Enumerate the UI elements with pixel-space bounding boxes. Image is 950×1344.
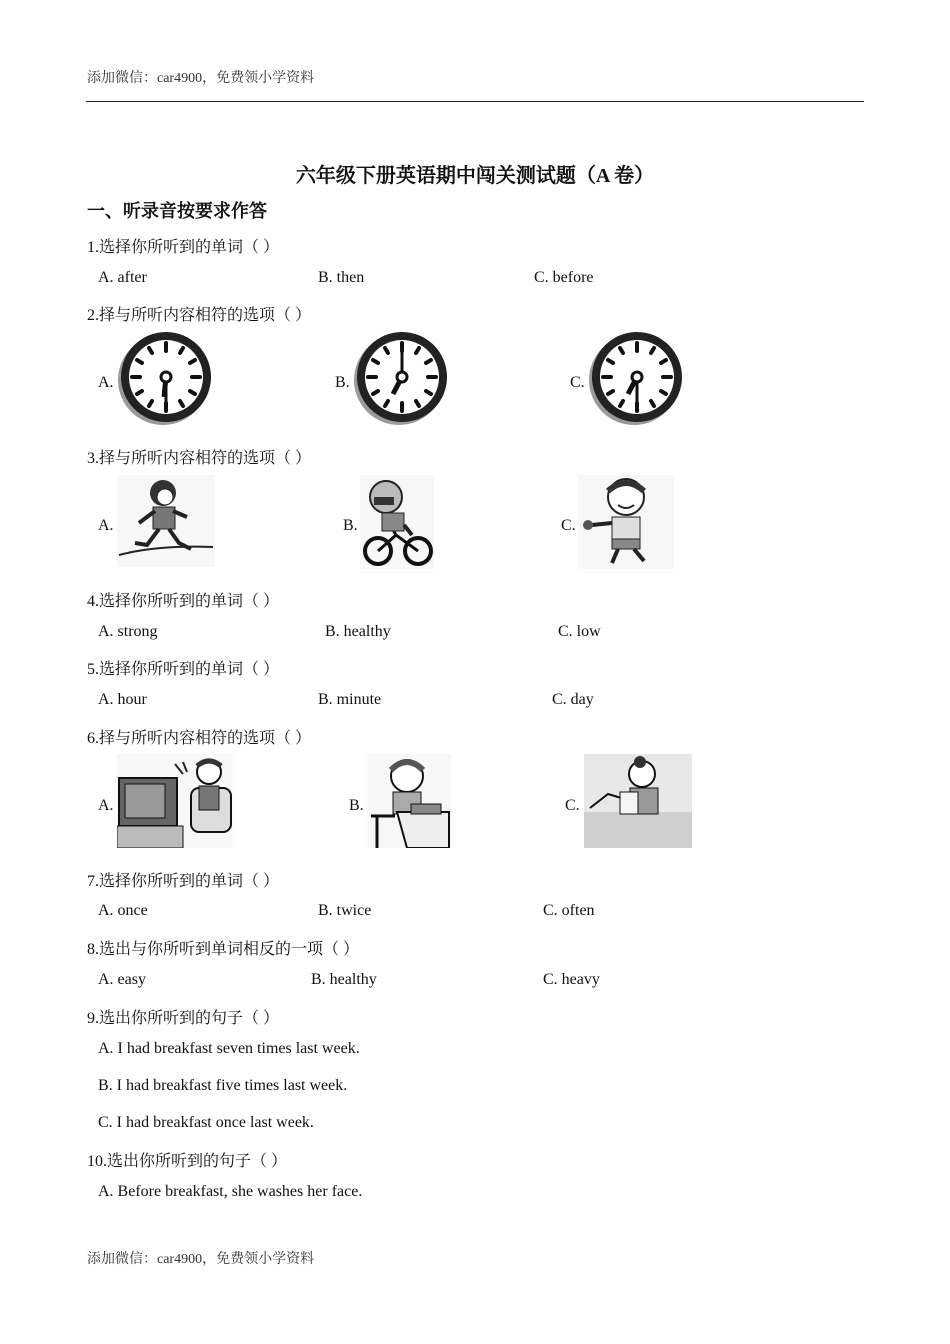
question-10-stem: 10.选出你所听到的句子（ ） xyxy=(87,1153,288,1170)
question-4-option-c[interactable]: C. low xyxy=(558,623,601,640)
question-8-option-b[interactable]: B. healthy xyxy=(311,971,377,988)
header-note: 添加微信：car4900，免费领小学资料 xyxy=(87,71,315,86)
footer-note: 添加微信：car4900，免费领小学资料 xyxy=(87,1252,315,1267)
question-6-option-b[interactable]: B. xyxy=(349,797,364,814)
question-9-stem: 9.选出你所听到的句子（ ） xyxy=(87,1010,280,1027)
question-1-option-c[interactable]: C. before xyxy=(534,269,594,286)
question-6-option-c[interactable]: C. xyxy=(565,797,580,814)
question-2-option-a[interactable]: A. xyxy=(98,374,114,391)
question-6-stem: 6.择与所听内容相符的选项（ ） xyxy=(87,730,312,747)
question-7-option-a[interactable]: A. once xyxy=(98,902,148,919)
question-5-option-a[interactable]: A. hour xyxy=(98,691,147,708)
question-3-option-a[interactable]: A. xyxy=(98,517,114,534)
question-5-option-c[interactable]: C. day xyxy=(552,691,594,708)
question-3-stem: 3.择与所听内容相符的选项（ ） xyxy=(87,450,312,467)
question-8-stem: 8.选出与你所听到单词相反的一项（ ） xyxy=(87,941,360,958)
question-3-option-b[interactable]: B. xyxy=(343,517,358,534)
girl-reading-image xyxy=(584,754,692,848)
question-7-option-b[interactable]: B. twice xyxy=(318,902,372,919)
question-1-option-a[interactable]: A. after xyxy=(98,269,147,286)
boy-watching-tv-image xyxy=(117,754,233,848)
question-10-option-a[interactable]: A. Before breakfast, she washes her face. xyxy=(98,1183,363,1200)
boy-cycling-image xyxy=(360,475,434,569)
question-2-stem: 2.择与所听内容相符的选项（ ） xyxy=(87,307,312,324)
question-7-stem: 7.选择你所听到的单词（ ） xyxy=(87,873,280,890)
boy-reading-image xyxy=(367,754,451,848)
question-3-option-c[interactable]: C. xyxy=(561,517,576,534)
question-1-stem: 1.选择你所听到的单词（ ） xyxy=(87,239,280,256)
question-4-option-b[interactable]: B. healthy xyxy=(325,623,391,640)
question-1-option-b[interactable]: B. then xyxy=(318,269,365,286)
question-5-option-b[interactable]: B. minute xyxy=(318,691,382,708)
clock-image-a xyxy=(117,332,213,426)
question-9-option-a[interactable]: A. I had breakfast seven times last week. xyxy=(98,1040,360,1057)
question-7-option-c[interactable]: C. often xyxy=(543,902,595,919)
question-9-option-c[interactable]: C. I had breakfast once last week. xyxy=(98,1114,314,1131)
boy-singing-image xyxy=(578,475,674,569)
question-5-stem: 5.选择你所听到的单词（ ） xyxy=(87,661,280,678)
question-9-option-b[interactable]: B. I had breakfast five times last week. xyxy=(98,1077,348,1094)
clock-image-c xyxy=(588,332,684,426)
page-title: 六年级下册英语期中闯关测试题（A 卷） xyxy=(295,165,655,187)
question-6-option-a[interactable]: A. xyxy=(98,797,114,814)
section-heading-listening: 一、听录音按要求作答 xyxy=(87,201,267,221)
header-divider xyxy=(86,101,864,102)
question-2-option-c[interactable]: C. xyxy=(570,374,585,391)
girl-running-image xyxy=(117,475,215,567)
question-4-stem: 4.选择你所听到的单词（ ） xyxy=(87,593,280,610)
clock-image-b xyxy=(353,332,449,426)
question-8-option-a[interactable]: A. easy xyxy=(98,971,146,988)
question-4-option-a[interactable]: A. strong xyxy=(98,623,158,640)
question-8-option-c[interactable]: C. heavy xyxy=(543,971,600,988)
question-2-option-b[interactable]: B. xyxy=(335,374,350,391)
